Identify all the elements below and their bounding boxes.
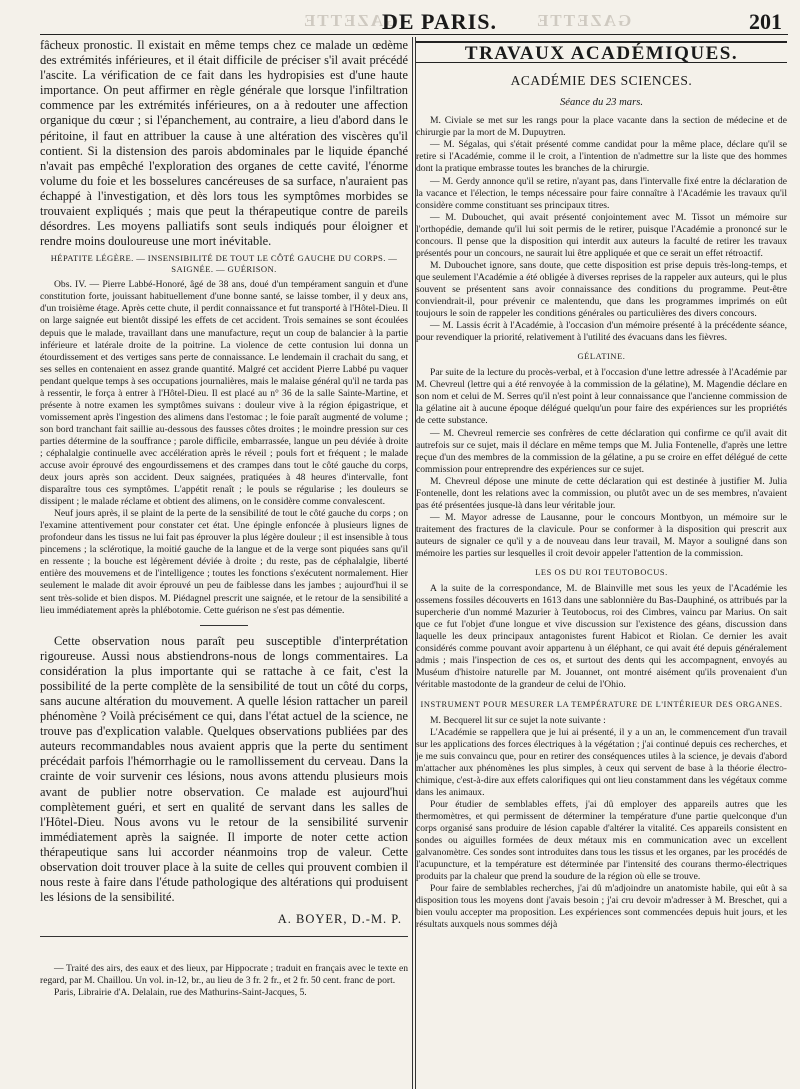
report-paragraph: — M. Ségalas, qui s'était présenté comme candidat pour la même place, déclare qu'il se retire si l'Académie, comme il le croit, a l'intention de n'admettre sur la liste que des hommes dont la pratique embrasse toutes les branches de la chirurgie. [416,139,787,175]
bleed-through-text-right: GAZETTE [535,11,632,30]
subsection-heading: GÉLATINE. [577,352,626,362]
column-divider [412,37,413,1089]
report-paragraph: — M. Mayor adresse de Lausanne, pour le concours Montbyon, un mémoire sur le traitement des fractures de la clavicule. Pour se conformer à la disposition qui prescrit aux auteurs de signaler ce qu'il y a de nouveau dans leur travail, M. Mayor a souligné dans son mémoire les parties sur lesquelles il croit devoir appeler l'attention de la commission. [416,511,787,559]
page-header [40,6,788,35]
report-paragraph: — M. Dubouchet, qui avait présenté conjointement avec M. Tissot un mémoire sur l'orthopédie, demande qu'il lui soit permis de le retirer, puisque l'Académie a prononcé sur le concours. Il pense que la disposition qui interdit aux auteurs la faculté de retirer les travaux présentés pour un concours, ne saurait lui être appliquée et que ce serait un effet rétroactif. [416,211,787,259]
separator-rule [200,625,248,626]
report-paragraph: Pour faire de semblables recherches, j'ai dû m'adjoindre un anatomiste habile, qui eût à sa disposition tous les moyens dont j'avais besoin ; j'ai cru devoir m'adresser à M. Breschet, qui a bien voulu accepter ma proposition. Les expériences sont commencées depuis huit jours, et les résultats auxquels nous sommes déjà [416,883,787,931]
report-paragraph: M. Chevreul dépose une minute de cette déclaration qui est destinée à justifier M. Julia Fontenelle, dont les relations avec la commission, ou plutôt avec un de ses membres, n'avaient pas été présentées jusque-là dans leur véritable jour. [416,475,787,511]
case-heading: HÉPATITE LÉGÈRE. — INSENSIBILITÉ DE TOUT LE CÔTÉ GAUCHE DU CORPS. — SAIGNÉE. — GUÉRISON. [50,253,398,275]
report-paragraph: A la suite de la correspondance, M. de Blainville met sous les yeux de l'Académie les ossemens fossiles découverts en 1613 dans une sablonnière du Bas-Dauphiné, os attribués par la supercherie d'un nommé Mazurier à Teutobocus, roi des Cimbres, vaincu par Marius. On sait que ce fut l'objet d'une longue et vive discussion sur l'existence des géans, discussion dans laquelle les deux principaux antagonistes furent Habicot et Riolan. Ce dernier les avait considérés comme pouvant avoir appartenu à un éléphant, ce qui avait été depuis généralement admis ; mais l'inspection de ces os, et surtout des dents qui les accompagnent, envoyés au Muséum d'histoire naturelle par M. Jouannet, ont montré aisément qu'ils provenaient d'un véritable mastodonte de la grandeur de celui de l'Ohio. [416,583,787,691]
commentary-paragraph: Cette observation nous paraît peu susceptible d'interprétation rigoureuse. Aussi nous abstiendrons-nous de longs commentaires. La considération la plus importante qui se rattache à ce fait, c'est la possibilité de la perte complète de la sensibilité de tout un côté du corps, sans aucune altération du mouvement. A quelle lésion rattacher un pareil phénomène ? Voilà précisément ce qui, dans l'état actuel de la science, ne trouve pas d'explication valable. Quelques observations publiées par des auteurs recommandables nous avaient appris que la perte du sentiment précédait parfois l'hémorrhagie ou le ramollissement du cerveau. Dans la crainte de voir survenir ces lésions, nous avons attendu plusieurs mois avant de publier notre observation. Ce malade est aujourd'hui complètement guéri, et sert en qualité de servant dans les salles de l'Hôtel-Dieu. Nous avons vu le retour de la sensibilité survenir immédiatement après la saignée. Il importe de noter cette action thérapeutique sans lui accorder néanmoins trop de valeur. Cette observation doit trouver place à la suite de celles qui prouvent combien il nous reste à faire dans l'étude pathologique des altérations qui produisent les lésions de la sensibilité. [40,633,408,905]
report-paragraph: M. Becquerel lit sur ce sujet la note suivante : [430,714,606,726]
column-divider [415,37,416,1089]
right-column [408,35,787,999]
masthead-title: DE PARIS. [382,9,497,34]
session-date: Séance du 23 mars. [560,97,643,109]
report-paragraph: L'Académie se rappellera que je lui ai présenté, il y a un an, le commencement d'un travail sur les applications des forces électriques à la végétation ; j'ai continué depuis ces recherches, et je me suis convaincu que, pour en retirer des conséquences utiles à la science, je devais d'abord m'attacher aux phénomènes les plus simples, à ceux qui servent de base à la théorie électro-chimique, c'est-à-dire aux effets calorifiques qui ont lieu constamment dans les végétaux comme dans les animaux. [416,726,787,798]
observation-paragraph: Obs. IV. — Pierre Labbé-Honoré, âgé de 38 ans, doué d'un tempérament sanguin et d'une constitution forte, jouissant habituellement d'une bonne santé, se laisse tomber, il y deux ans, d'un troisième étage. Après cette chute, il perdit connaissance et fut transporté à l'Hôtel-Dieu. Il on large saignée eut bientôt dissipé les effets de cet accident. Trois semaines se sont écoulées depuis que le malade, travaillant dans une manufacture, reçut un coup de balancier à la partie inférieure et latérale droite de la poitrine. La violence de cette contusion lui donna un étourdissement et des vertiges sans perte de connaissance. Le lendemain il crachait du sang, et ses selles en contenaient en assez grande quantité. Malgré cet accident Pierre Labbé pu vaquer pendant quelque temps à ses occupations journalières, mais le malaise général qu'il ne tarda pas à ressentir, le força à entrer à l'Hôtel-Dieu. Il est placé au n° 36 de la salle Sainte-Martine, et présente à notre examen les symptômes suivans : douleur vive à la région épigastrique, et vomissement après l'ingestion des alimens dans l'estomac ; le foie paraît augmenté de volume ; son bord tranchant fait saillie au-dessous des fausses côtes droites ; le moindre pression sur ces parties détermine de la souffrance ; parole difficile, embarrassée, langue un peu déviée à droite ; céphalalgie continuelle avec accélération après le réveil ; pouls fort et fréquent ; le malade accuse avoir éprouvé des engourdissemens et des crampes dans tout le côté gauche du corps, deux jours après son accident. Deux saignées, pratiquées à 48 heures d'intervalle, font disparaître tous ces symptômes. L'appétit renaît ; le pouls se régularise ; les douleurs se dissipent ; le malade réclame et obtient des alimens, on le considère comme convalescent. [40,279,408,508]
report-paragraph: — M. Chevreul remercie ses confrères de cette déclaration qui confirme ce qu'il avait dit autrefois sur ce sujet, mais il déclare en même temps que M. Julia Fontenelle, d'après une lettre reçue d'un des membres de la commission de la gélatine, a pu se croire en effet délégué de cette commission pour entreprendre des expériences sur ce sujet. [416,427,787,475]
author-signature: A. BOYER, D.-M. P. [277,912,402,927]
section-banner [416,41,787,63]
bleed-through-text-left: GAZETTE [302,11,399,30]
section-title: TRAVAUX ACADÉMIQUES. [464,43,739,64]
book-publisher: Paris, Librairie d'A. Delalain, rue des Mathurins-Saint-Jacques, 5. [54,987,307,998]
report-paragraph: M. Dubouchet ignore, sans doute, que cette disposition est prise depuis très-long-temps, et que seulement l'Académie a été obligée à diverses reprises de la rappeler aux auteurs, qui le plus souvent se présentent sans avoir connaissance des conditions du programme. Peut-être conviendrait-il, pour prévenir ce malentendu, que dans les programmes imprimés on eût toujours le soin de rappeler les conditions générales ou particulières des divers concours. [416,259,787,320]
report-paragraph: — M. Lassis écrit à l'Académie, à l'occasion d'un mémoire présenté à la précédente séance, pour revendiquer la priorité, relativement à l'utilité des évacuans dans les fièvres. [416,320,787,344]
book-notice: — Traité des airs, des eaux et des lieux, par Hippocrate ; traduit en français avec le texte en regard, par M. Chaillou. Un vol. in-12, br., au lieu de 3 fr. 2 fr., et 2 fr. 50 cent. franc de port. [40,963,408,987]
article-continuation: fâcheux pronostic. Il existait en même temps chez ce malade un œdème des extrémités inférieures, et il était difficile de préciser s'il avait précédé l'ascite. La vérification de ce fait dans les hydropisies est d'une haute importance. On peut affirmer en règle générale que lorsque l'infiltration commence par les extrémités inférieures, on a à redouter une affection organique du cœur ; si l'épanchement, au contraire, a lieu d'abord dans le péritoine, il faut en attribuer la cause à une altération des viscères qu'il contient. Si la distension des parois abdominales par le liquide épanché n'avait pas empêché l'exploration des organes de cette cavité, l'énorme volume du foie et les bosselures cancéreuses de sa surface, n'auraient pas échappé à l'investigation, et dès lors tous les symptômes morbides se trouvaient expliqués ; mais que peut la thérapeutique contre de pareils désordres. Les moyens palliatifs sont seuls indiqués pour éloigner et rendre moins douloureuse une mort inévitable. [40,38,408,249]
report-paragraph: M. Civiale se met sur les rangs pour la place vacante dans la section de médecine et de chirurgie par la mort de M. Dupuytren. [416,115,787,139]
report-paragraph: — M. Gerdy annonce qu'il se retire, n'ayant pas, dans l'intervalle fixé entre la déclaration de la vacance et l'élection, le temps nécessaire pour faire connaître à l'Académie les travaux qu'il considère comme constituant ses principaux titres. [416,175,787,211]
report-paragraph: Par suite de la lecture du procès-verbal, et à l'occasion d'une lettre adressée à l'Académie par M. Chevreul (lettre qui a été renvoyée à la commission de la gélatine), M. Magendie déclare en son nom et celui de M. Serres qu'il n'est point à leur connaissance que l'ancienne commission de la gélatine ait à aucune époque délégué quelqu'un pour faire des expériences sur les propriétés de cette substance. [416,367,787,427]
columns [40,35,788,999]
page-number: 201 [749,9,782,34]
subsection-heading: LES OS DU ROI TEUTOBOCUS. [535,568,668,578]
subsection-heading: INSTRUMENT POUR MESURER LA TEMPÉRATURE DE L'INTÉRIEUR DES ORGANES. [420,699,783,709]
left-column [40,35,408,999]
report-paragraph: Pour étudier de semblables effets, j'ai dû employer des appareils autres que les thermomètres, et qui permissent de déterminer la température d'une partie quelconque d'un corps organisé sans produire de lésion capable d'altérer la vitalité. Ces appareils consistent en sondes ou aiguilles formées de deux métaux mis en communication avec un excellent galvanomètre. Ces sondes sont introduites dans tous les tissus et les organes, par les procédés de l'acupuncture, et la température est déterminée par l'intensité des courans thermo-électriques produits par la chaleur que prend la soudure de la région où elle se trouve. [416,798,787,883]
section-subtitle: ACADÉMIE DES SCIENCES. [510,73,693,89]
separator-rule [40,936,408,937]
observation-paragraph: Neuf jours après, il se plaint de la perte de la sensibilité de tout le côté gauche du corps ; on l'examine attentivement pour constater cet état. Une épingle enfoncée à plusieurs lignes de profondeur dans les tissus ne lui fait pas éprouver la plus légère douleur ; il est insensible à tous pincemens ; la sclérotique, la moitié gauche de la langue et de la verge sont piquées sans qu'il en ressente ; la bouche est légèrement déviée à droite ; du reste, pas de céphalalgie, liberté entière des mouvemens et de l'intelligence ; toutes les fonctions s'exécutent normalement. Hier seulement le malade dit avoir éprouvé un peu de faiblesse dans les jambes ; aujourd'hui il se sent très-solide et bien dispos. M. Piédagnel prescrit une saignée, et le retour de la sensibilité a lieu immédiatement après la phlébotomie. Cette guérison ne s'est pas démentie. [40,508,408,616]
